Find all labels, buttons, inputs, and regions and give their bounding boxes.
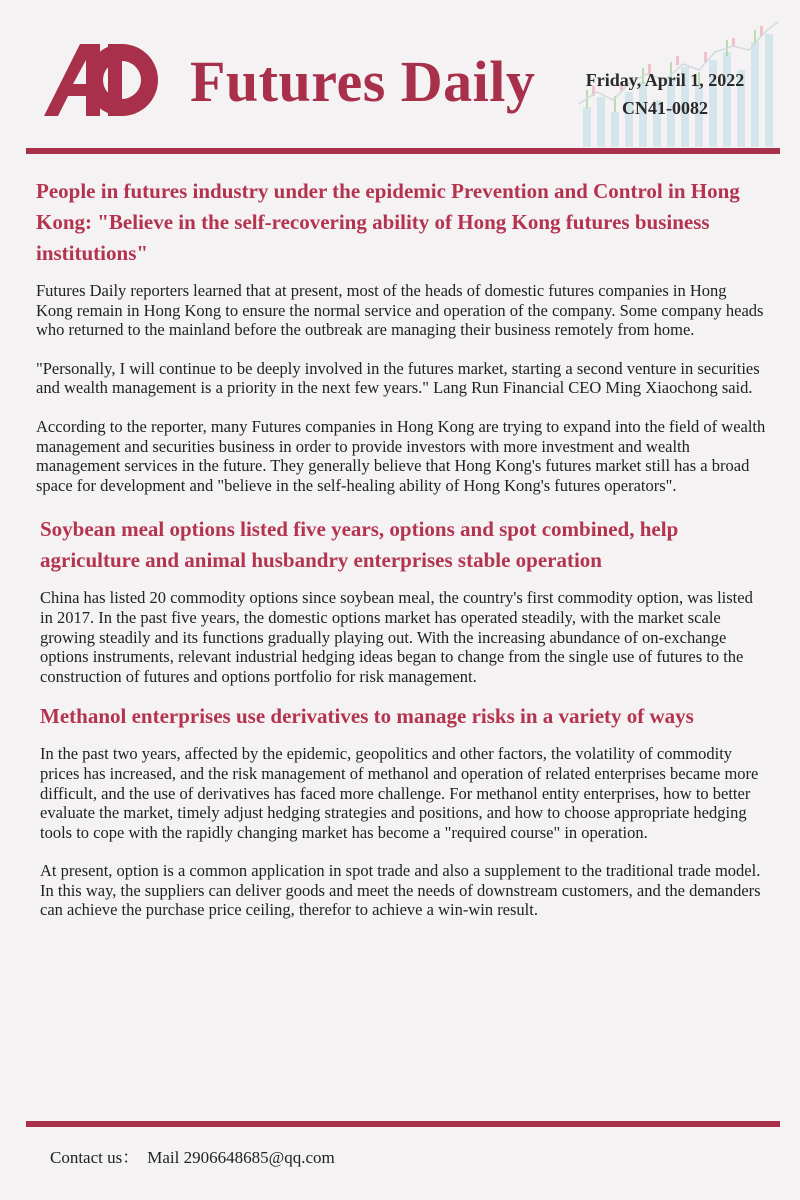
article-paragraph: At present, option is a common application in spot trade and also a supplement to the traditional trade model. In this way, the suppliers can deliver goods and meet the needs of downstream customers, and the demanders can achieve the purchase price ceiling, therefor to achieve a win-win result. xyxy=(40,861,761,920)
header-divider xyxy=(26,148,780,154)
article-paragraph: Futures Daily reporters learned that at present, most of the heads of domestic futures companies in Hong Kong remain in Hong Kong to ensure the normal service and operation of the company. Some company heads who returned to the mainland before the outbreak are managing their business remotely from home. xyxy=(36,281,764,340)
article-paragraph: "Personally, I will continue to be deeply involved in the futures market, starting a second venture in securities and wealth management is a priority in the next few years." Lang Run Financial CEO Ming Xiaochong said. xyxy=(36,358,760,398)
article-title: People in futures industry under the epidemic Prevention and Control in Hong Kong: "Believe in the self-recovering ability of Hong Kong futures business institutions" xyxy=(36,179,740,265)
article-paragraph: China has listed 20 commodity options since soybean meal, the country's first commodity option, was listed in 2017. In the past five years, the domestic options market has operated steadily, with the market scale growing steadily and its functions gradually playing out. With the increasing abundance of on-exchange options instruments, relevant industrial hedging ideas began to change from the single use of futures to the construction of futures and options portfolio for risk management. xyxy=(40,588,753,686)
article-body xyxy=(36,588,766,686)
article-paragraph: In the past two years, affected by the epidemic, geopolitics and other factors, the volatility of commodity prices has increased, and the risk management of methanol and operation of related enterprises became more difficult, and the use of derivatives has faced more challenge. For methanol entity enterprises, how to better evaluate the market, timely adjust hedging strategies and positions, and how to choose appropriate hedging tools to cope with the rapidly changing market has become a "required course" in operation. xyxy=(40,744,759,842)
article xyxy=(36,701,720,732)
contact-label: Contact us： xyxy=(50,1148,140,1167)
article-body xyxy=(36,744,766,920)
article-paragraph: According to the reporter, many Futures companies in Hong Kong are trying to expand into the field of wealth management and securities business in order to provide investors with more investment and wealth management services in the future. They generally believe that Hong Kong's futures market still has a broad space for development and "believe in the self-healing ability of Hong Kong's futures operators". xyxy=(36,416,766,495)
footer-contact xyxy=(50,1143,343,1168)
article-title: Soybean meal options listed five years, options and spot combined, help agriculture and animal husbandry enterprises stable operation xyxy=(40,517,679,573)
issue-date: Friday, April 1, 2022 xyxy=(585,70,745,90)
article xyxy=(36,514,720,576)
ad-logo-icon xyxy=(40,40,170,120)
article-title: Methanol enterprises use derivatives to manage risks in a variety of ways xyxy=(40,704,694,729)
footer-divider xyxy=(26,1121,780,1127)
contact-email: Mail 2906648685@qq.com xyxy=(147,1148,335,1167)
issue-code: CN41-0082 xyxy=(622,98,708,118)
brand-name: Futures Daily xyxy=(190,49,536,114)
article-list xyxy=(36,176,766,920)
masthead xyxy=(0,0,800,150)
article xyxy=(36,176,766,495)
issue-meta xyxy=(570,66,760,122)
